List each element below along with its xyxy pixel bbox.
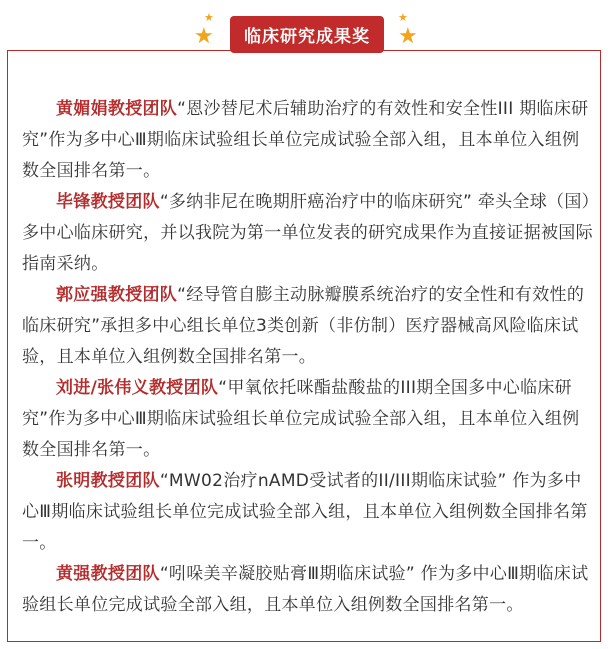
award-paragraph xyxy=(22,373,594,466)
star-icon: ★ xyxy=(194,23,214,49)
team-name: 黄强教授团队 xyxy=(56,564,160,584)
award-paragraph xyxy=(22,280,594,373)
award-text: “多纳非尼在晚期肝癌治疗中的临床研究” 牵头全球（国）多中心临床研究，并以我院为第一单位发表的研究成果作为直接证据被国际指南采纳。 xyxy=(22,192,593,274)
title-badge xyxy=(190,10,424,51)
star-icon: ★ xyxy=(398,10,408,24)
title-header xyxy=(0,10,614,58)
award-paragraph xyxy=(22,94,594,187)
left-stars xyxy=(190,10,224,50)
award-text: “恩沙替尼术后辅助治疗的有效性和安全性III 期临床研究”作为多中心Ⅲ期临床试验组长单位完成试验全部入组，且本单位入组例数全国排名第一。 xyxy=(22,99,589,181)
team-name: 刘进/张伟义教授团队 xyxy=(56,378,219,398)
team-name: 张明教授团队 xyxy=(56,471,160,491)
award-text: “吲哚美辛凝胶贴膏Ⅲ期临床试验” 作为多中心Ⅲ期临床试验组长单位完成试验全部入组，且本单位入组例数全国排名第一。 xyxy=(22,564,589,615)
team-name: 郭应强教授团队 xyxy=(56,285,178,305)
award-paragraph xyxy=(22,466,594,559)
award-list xyxy=(22,94,594,621)
award-text: “甲氧依托咪酯盐酸盐的III期全国多中心临床研究”作为多中心Ⅲ期临床试验组长单位完成试验全部入组，且本单位入组例数全国排名第一。 xyxy=(22,378,580,460)
award-text: “经导管自膨主动脉瓣膜系统治疗的安全性和有效性的临床研究”承担多中心组长单位3类创新（非仿制）医疗器械高风险临床试验，且本单位入组例数全国排名第一。 xyxy=(22,285,585,367)
right-stars xyxy=(390,10,424,50)
star-icon: ★ xyxy=(398,23,418,49)
award-paragraph xyxy=(22,187,594,280)
star-icon: ★ xyxy=(204,10,214,24)
award-text: “MW02治疗nAMD受试者的II/III期临床试验” 作为多中心Ⅲ期临床试验组长单位完成试验全部入组，且本单位入组例数全国排名第一。 xyxy=(22,471,588,553)
page-title: 临床研究成果奖 xyxy=(230,16,384,53)
award-paragraph xyxy=(22,559,594,621)
team-name: 黄媚娟教授团队 xyxy=(56,99,178,119)
team-name: 毕锋教授团队 xyxy=(56,192,160,212)
